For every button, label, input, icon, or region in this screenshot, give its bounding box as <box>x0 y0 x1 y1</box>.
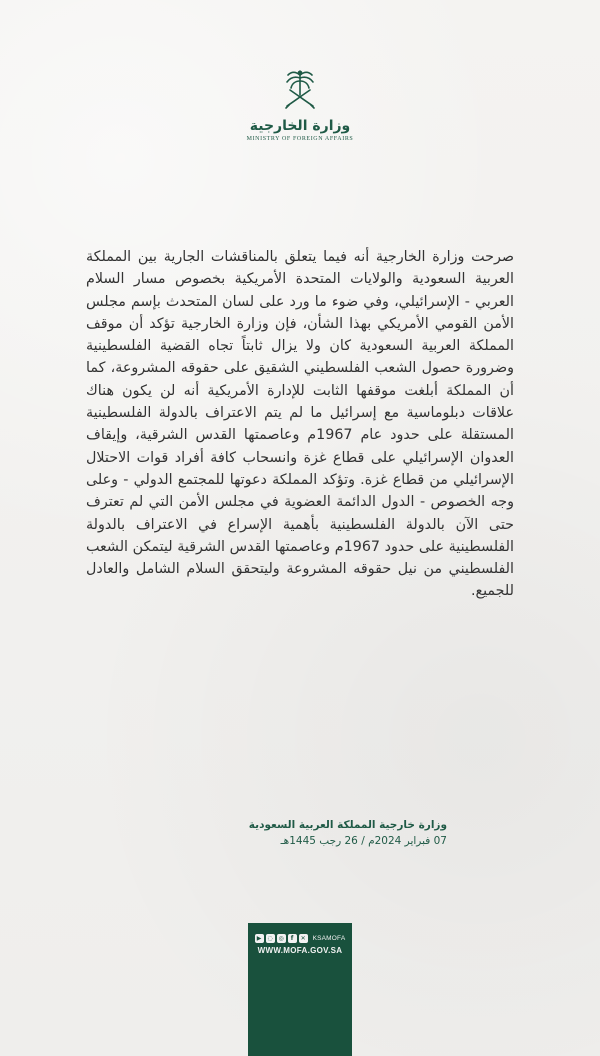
signature-issuer: وزارة خارجية المملكة العربية السعودية <box>248 819 447 831</box>
logo-arabic-text: وزارة الخارجية <box>249 118 351 134</box>
logo-english-text: MINISTRY OF FOREIGN AFFAIRS <box>246 136 354 142</box>
signature-date: 07 فبراير 2024م / 26 رجب 1445هـ <box>280 835 447 847</box>
instagram-icon[interactable]: ◎ <box>278 934 284 942</box>
social-handle[interactable]: KSAMOFA <box>312 934 346 942</box>
snapchat-icon[interactable]: ◌ <box>267 934 273 942</box>
x-icon[interactable]: ✕ <box>300 934 306 942</box>
youtube-icon[interactable]: ▶ <box>255 934 264 943</box>
ministry-logo <box>0 64 600 142</box>
social-row <box>248 932 352 944</box>
saudi-emblem-icon <box>274 64 326 116</box>
statement-body: صرحت وزارة الخارجية أنه فيما يتعلق بالمناقشات الجارية بين المملكة العربية السعودية والولايات المتحدة الأمريكية بخصوص مسار السلام العربي - الإسرائيلي، وفي ضوء ما ورد على لسان المتحدث بإسم مجلس الأمن القومي الأمريكي بهذا الشأن، فإن وزارة الخارجية تؤكد أن موقف المملكة العربية السعودية كان ولا يزال ثابتاً تجاه القضية الفلسطينية وضرورة حصول الشعب الفلسطيني الشقيق على حقوقه المشروعة، كما أن المملكة أبلغت موقفها الثابت للإدارة الأمريكية أنه لن يكون هناك علاقات دبلوماسية مع إسرائيل ما لم يتم الاعتراف بالدولة الفلسطينية المستقلة على حدود عام 1967م وعاصمتها القدس الشرقية، وإيقاف العدوان الإسرائيلي على قطاع غزة وانسحاب كافة أفراد قوات الاحتلال الإسرائيلي من قطاع غزة. وتؤكد المملكة دعوتها للمجتمع الدولي - وعلى وجه الخصوص - الدول الدائمة العضوية في مجلس الأمن التي لم تعترف حتى الآن بالدولة الفلسطينية بأهمية الإسراع في الاعتراف بالدولة الفلسطينية على حدود 1967م وعاصمتها القدس الشرقية ليتمكن الشعب الفلسطيني من نيل حقوقه المشروعة وليتحقق السلام الشامل والعادل للجميع. <box>86 249 514 600</box>
website-link[interactable]: WWW.MOFA.GOV.SA <box>257 946 343 955</box>
signature-block <box>249 817 447 849</box>
footer-badge <box>248 923 352 1056</box>
facebook-icon[interactable]: f <box>288 934 297 943</box>
